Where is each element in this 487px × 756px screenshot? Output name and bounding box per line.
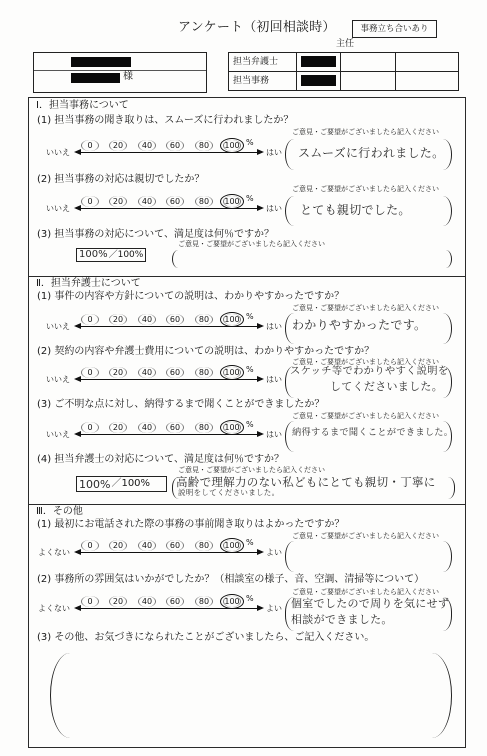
scale-option-100: 100: [224, 368, 240, 377]
scale-option-40: 40: [138, 140, 156, 151]
question-label: (2) 事務所の雰囲気はいかがでしたか？（相談室の様子、音、空調、清掃等について）: [37, 574, 425, 585]
scale-option-20: 20: [109, 540, 127, 551]
lawyer-label: 担当弁護士: [229, 53, 297, 72]
scale-left-label: いいえ: [46, 375, 70, 384]
arrow-left-icon: [74, 605, 81, 611]
client-honorific: 様: [123, 71, 133, 82]
comment-prompt: ご意見・ご要望がございましたら記入ください: [292, 412, 439, 420]
scale-option-60: 60: [166, 540, 184, 551]
rating-scale: [45, 196, 285, 216]
scale-option-0: 0: [81, 422, 99, 433]
scale-option-40: 40: [138, 540, 156, 551]
scale-option-40: 40: [138, 596, 156, 607]
scale-left-label: いいえ: [46, 148, 70, 157]
scale-unit: %: [246, 312, 254, 321]
lawyer-extra-cell: [396, 53, 459, 72]
scale-right-label: はい: [266, 148, 282, 157]
scale-unit: %: [246, 194, 254, 203]
section-divider: [28, 504, 466, 505]
comment-prompt: ご意見・ご要望がございましたら記入ください: [292, 128, 439, 136]
scale-option-80: 80: [195, 540, 213, 551]
scale-option-80: 80: [195, 367, 213, 378]
arrow-right-icon: [257, 605, 264, 611]
handwritten-comment: してくださいました。: [330, 380, 443, 393]
comment-prompt: ご意見・ご要望がございましたら記入ください: [292, 588, 439, 596]
scale-right-label: はい: [266, 430, 282, 439]
handwritten-comment: 説明をしてくださいました。: [178, 488, 280, 497]
handwritten-comment: とても親切でした。: [300, 203, 411, 217]
scale-right-label: はい: [266, 322, 282, 331]
rating-scale: [38, 594, 285, 616]
handwritten-comment: 高齢で理解力のない私どもにとても親切・丁寧に: [176, 475, 436, 489]
selected-circle-mark: [220, 538, 244, 553]
comment-prompt: ご意見・ご要望がございましたら記入ください: [292, 358, 439, 366]
section-heading-lawyer: Ⅱ．担当弁護士について: [36, 278, 141, 289]
question-label: (3) ご不明な点に対し、納得するまで聞くことができましたか？: [37, 399, 325, 410]
comment-prompt: ご意見・ご要望がございましたら記入ください: [178, 466, 325, 474]
satisfaction-max: ／100%: [111, 478, 151, 489]
comment-box: [172, 477, 455, 499]
scale-option-100: 100: [224, 197, 240, 206]
selected-circle-mark: [220, 594, 244, 609]
scale-option-100: 100: [224, 423, 240, 432]
satisfaction-box: [76, 248, 146, 262]
scale-option-0: 0: [81, 314, 99, 325]
arrow-right-icon: [257, 549, 264, 555]
comment-box: [172, 250, 452, 268]
scale-option-60: 60: [166, 596, 184, 607]
scale-left-label: よくない: [38, 548, 70, 557]
scale-option-80: 80: [195, 314, 213, 325]
scale-unit: %: [246, 138, 254, 147]
scale-option-0: 0: [81, 367, 99, 378]
arrow-left-icon: [74, 549, 81, 555]
client-box-divider: [34, 70, 206, 71]
arrow-right-icon: [257, 149, 264, 155]
scale-option-100: 100: [224, 541, 240, 550]
arrow-right-icon: [257, 376, 264, 382]
scale-left-label: いいえ: [46, 204, 70, 213]
scale-unit: %: [246, 538, 254, 547]
scale-option-0: 0: [81, 596, 99, 607]
satisfaction-value: 100%: [79, 477, 111, 491]
staff-row: [229, 72, 459, 91]
section-heading-other: Ⅲ．その他: [36, 506, 83, 517]
scale-unit: %: [246, 594, 254, 603]
scale-option-20: 20: [109, 196, 127, 207]
scale-left-label: よくない: [38, 604, 70, 613]
redacted-client-name-second: [71, 73, 120, 83]
question-label: (1) 最初にお電話された際の事務の事前聞き取りはよかったですか？: [37, 519, 345, 530]
selected-circle-mark: [220, 312, 244, 327]
comment-box: [285, 541, 452, 572]
scale-left-label: いいえ: [46, 322, 70, 331]
selected-circle-mark: [220, 138, 244, 153]
comment-prompt: ご意見・ご要望がございましたら記入ください: [292, 532, 439, 540]
comment-prompt: ご意見・ご要望がございましたら記入ください: [292, 185, 439, 193]
scale-option-20: 20: [109, 596, 127, 607]
scale-option-20: 20: [109, 314, 127, 325]
scale-option-20: 20: [109, 422, 127, 433]
comment-box: [285, 366, 452, 398]
handwritten-comment: わかりやすかったです。: [292, 318, 427, 332]
staff-chief-cell: [341, 72, 396, 91]
handwritten-comment: スケッチ等でわかりやすく説明を: [290, 365, 449, 377]
question-label: (4) 担当弁護士の対応について、満足度は何％ですか？: [37, 454, 284, 465]
handwritten-comment: 納得するまで聞くことができました。: [292, 427, 454, 438]
staff-label: 担当事務: [229, 72, 297, 91]
scale-option-60: 60: [166, 140, 184, 151]
arrow-right-icon: [257, 431, 264, 437]
redacted-staff-name: [301, 75, 336, 86]
scale-unit: %: [246, 365, 254, 374]
scale-option-40: 40: [138, 367, 156, 378]
comment-box: [285, 313, 452, 344]
rating-scale: [45, 367, 285, 387]
handwritten-comment: スムーズに行われました。: [298, 146, 445, 160]
arrow-left-icon: [74, 376, 81, 382]
arrow-left-icon: [74, 149, 81, 155]
redacted-lawyer-name: [301, 56, 336, 67]
scale-option-80: 80: [195, 140, 213, 151]
scale-option-0: 0: [81, 140, 99, 151]
comment-box: [285, 421, 452, 452]
handwritten-comment: 個室でしたので周りを気にせず: [291, 597, 450, 610]
comment-prompt: ご意見・ご要望がございましたら記入ください: [178, 240, 325, 248]
scale-option-100: 100: [224, 315, 240, 324]
scale-option-40: 40: [138, 314, 156, 325]
question-label: (2) 契約の内容や弁護士費用についての説明は、わかりやすかったですか？: [37, 346, 375, 357]
scale-option-60: 60: [166, 196, 184, 207]
comment-box: [285, 196, 452, 226]
scale-option-0: 0: [81, 540, 99, 551]
comment-box: [285, 597, 452, 631]
scale-unit: %: [246, 420, 254, 429]
question-label: (2) 担当事務の対応は親切でしたか？: [37, 174, 205, 185]
scale-option-80: 80: [195, 196, 213, 207]
scale-right-label: よい: [266, 604, 282, 613]
question-label: (1) 担当事務の聞き取りは、スムーズに行われましたか？: [37, 115, 294, 126]
comment-box: [285, 139, 452, 170]
scale-option-40: 40: [138, 196, 156, 207]
chief-label: 主任: [336, 39, 355, 49]
question-label: (3) 担当事務の対応について、満足度は何％ですか？: [37, 229, 274, 240]
scale-option-100: 100: [224, 141, 240, 150]
scale-option-60: 60: [166, 422, 184, 433]
scale-right-label: はい: [266, 204, 282, 213]
handwritten-comment: 相談ができました。: [291, 613, 393, 626]
rating-scale: [38, 538, 285, 560]
question-label: (3) その他、お気づきになられたことがございましたら、ご記入ください。: [37, 632, 375, 643]
satisfaction-max: ／100%: [108, 249, 144, 260]
question-label: (1) 事件の内容や方針についての説明は、わかりやすかったですか？: [37, 291, 345, 302]
scale-option-80: 80: [195, 596, 213, 607]
section-heading-staff: Ⅰ．担当事務について: [36, 100, 129, 111]
lawyer-name-cell: [297, 53, 341, 72]
staff-name-cell: [297, 72, 341, 91]
scale-right-label: よい: [266, 548, 282, 557]
scale-option-20: 20: [109, 140, 127, 151]
staff-extra-cell: [396, 72, 459, 91]
scale-left-label: いいえ: [46, 430, 70, 439]
client-name-box: [33, 52, 207, 93]
survey-title: アンケート（初回相談時）: [178, 20, 336, 35]
rating-scale: [45, 314, 285, 334]
arrow-left-icon: [74, 205, 81, 211]
redacted-client-name: [71, 57, 131, 67]
free-comment-box: [50, 653, 452, 738]
lawyer-chief-cell: [341, 53, 396, 72]
selected-circle-mark: [220, 194, 244, 209]
rating-scale: [45, 422, 285, 442]
selected-circle-mark: [220, 365, 244, 380]
scale-option-100: 100: [224, 597, 240, 606]
scale-option-60: 60: [166, 314, 184, 325]
satisfaction-box: [76, 476, 167, 492]
lawyer-row: [229, 53, 459, 72]
arrow-left-icon: [74, 431, 81, 437]
scale-right-label: はい: [266, 375, 282, 384]
scale-option-60: 60: [166, 367, 184, 378]
comment-prompt: ご意見・ご要望がございましたら記入ください: [292, 304, 439, 312]
arrow-right-icon: [257, 323, 264, 329]
scale-option-40: 40: [138, 422, 156, 433]
satisfaction-value: 100%: [79, 249, 108, 260]
scale-option-20: 20: [109, 367, 127, 378]
staff-table: [228, 52, 459, 91]
scale-option-0: 0: [81, 196, 99, 207]
scale-option-80: 80: [195, 422, 213, 433]
staff-present-box: 事務立ち合いあり: [352, 20, 437, 38]
selected-circle-mark: [220, 420, 244, 435]
arrow-left-icon: [74, 323, 81, 329]
section-divider: [28, 276, 466, 277]
arrow-right-icon: [257, 205, 264, 211]
rating-scale: [45, 140, 285, 160]
